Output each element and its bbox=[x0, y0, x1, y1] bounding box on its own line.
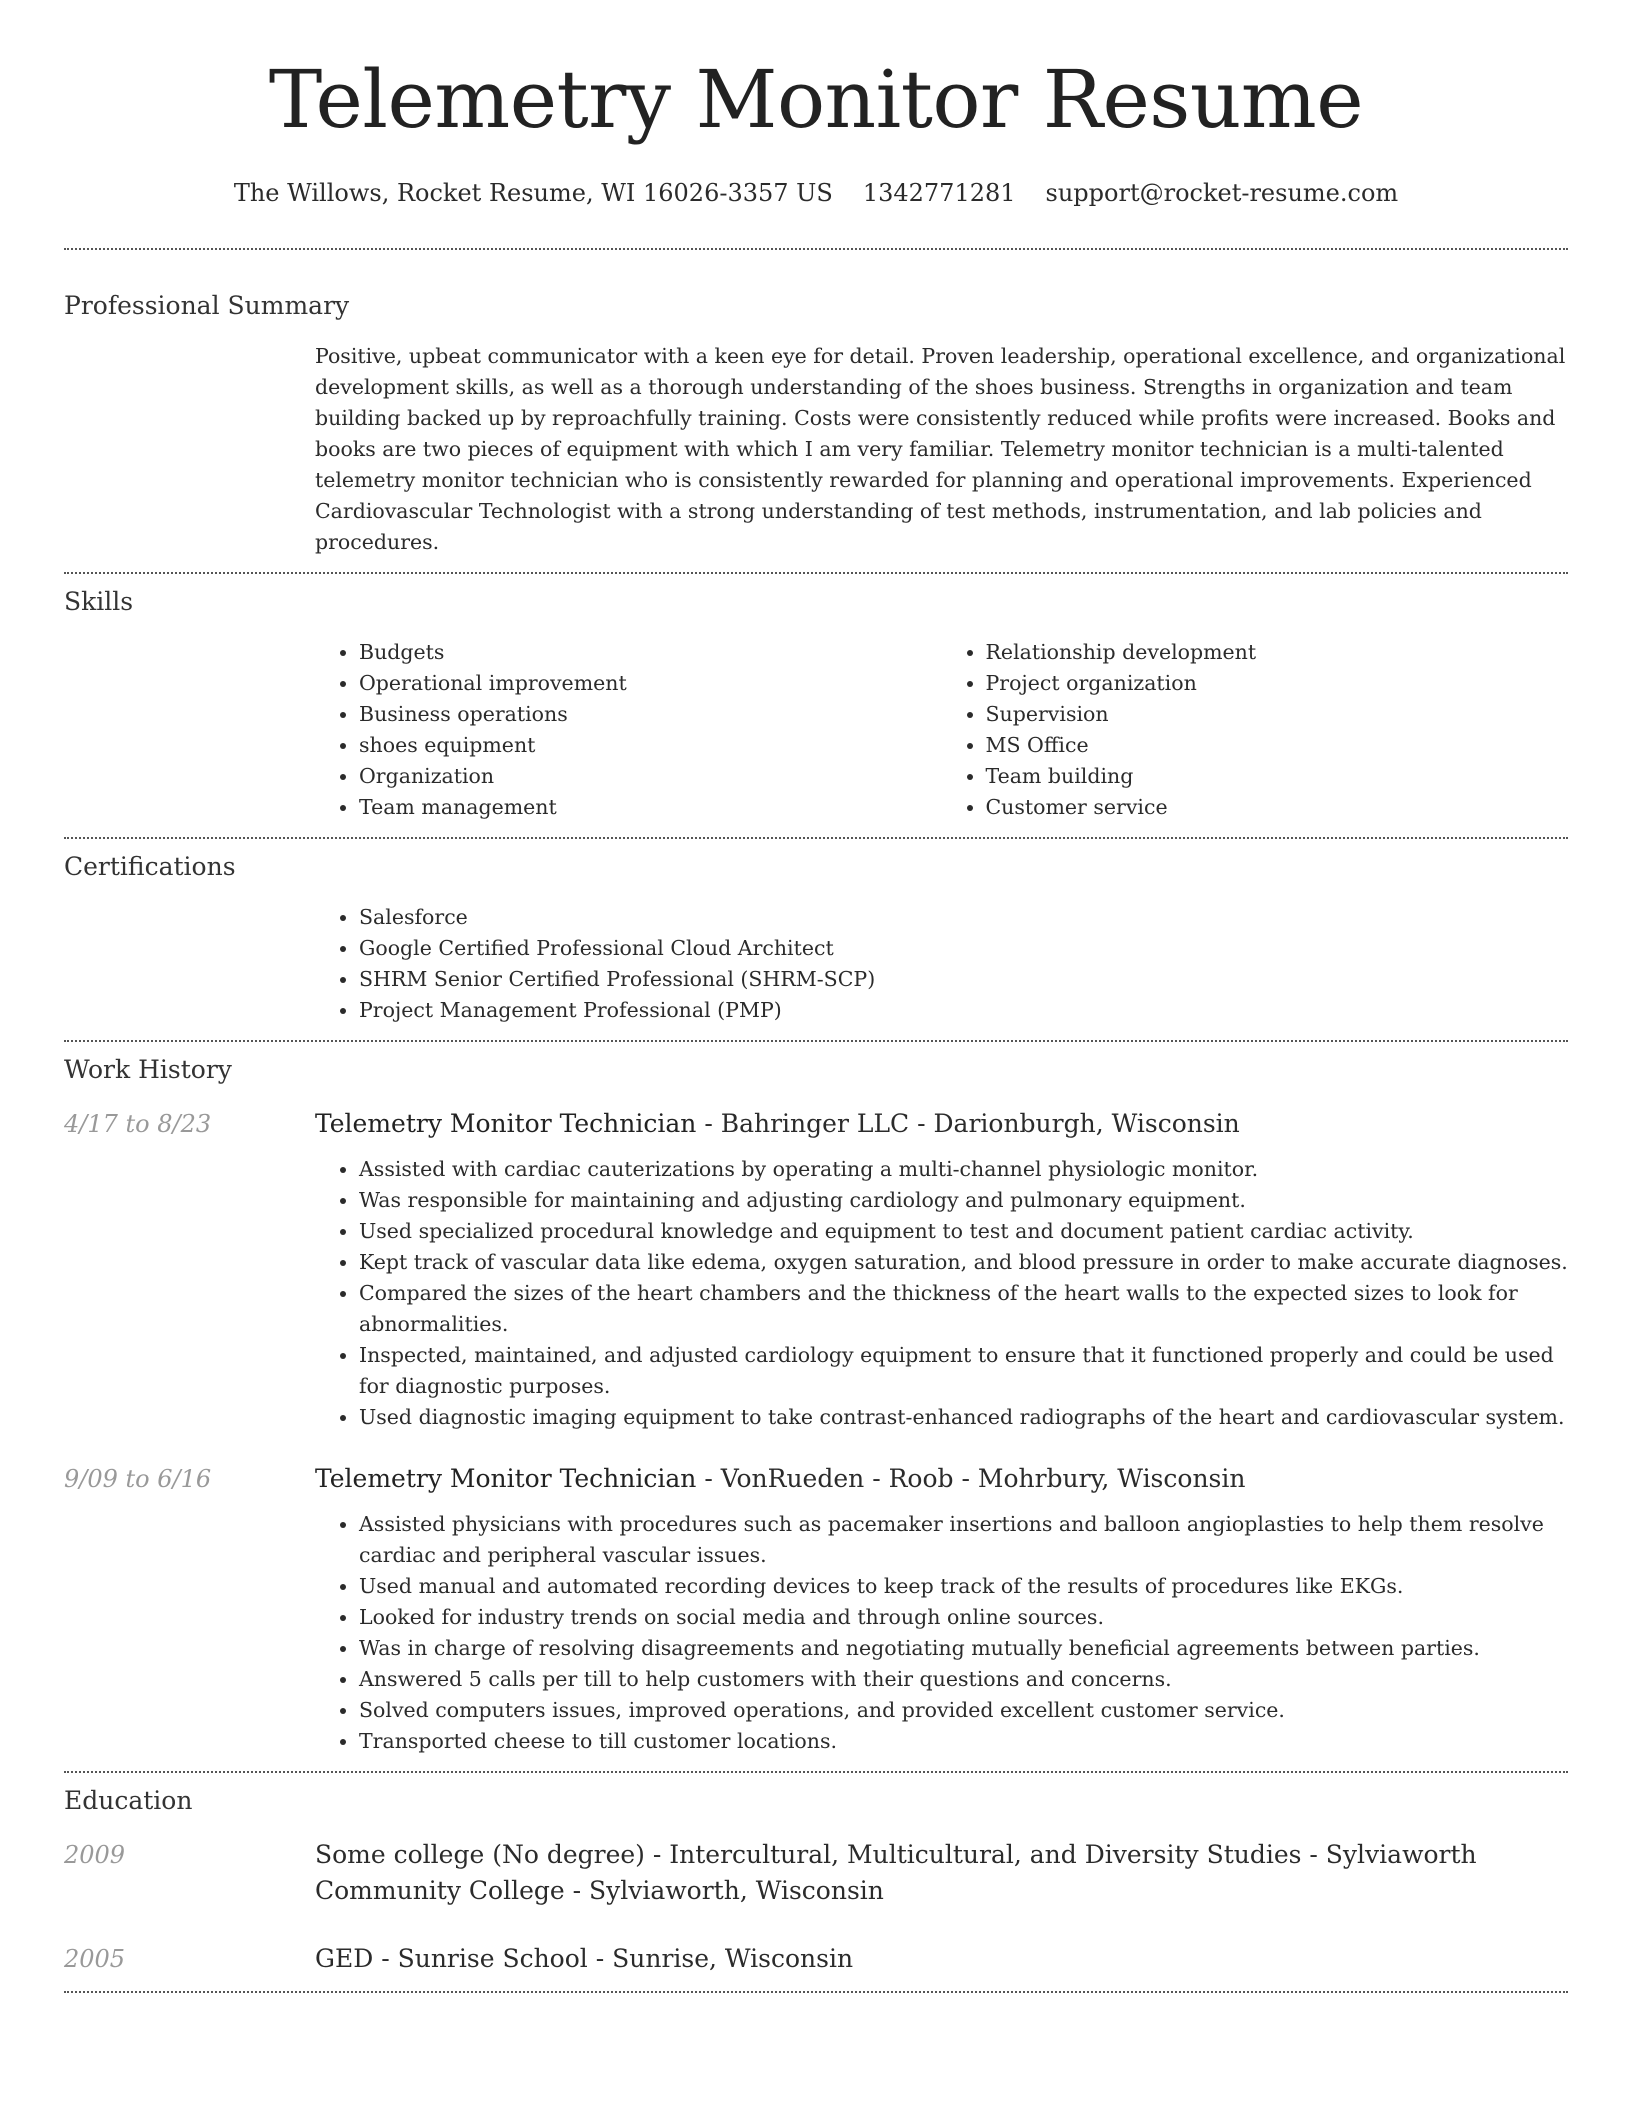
education-year: 2005 bbox=[64, 1945, 126, 1973]
skill-item: • Customer service bbox=[986, 792, 1569, 823]
job-role: Telemetry Monitor Technician bbox=[315, 1109, 697, 1138]
section-title-certifications: Certifications bbox=[64, 852, 236, 881]
skill-item: • Operational improvement bbox=[359, 668, 942, 699]
job-duty: • Used specialized procedural knowledge and equipment to test and document patient cardiac activity. bbox=[359, 1216, 1568, 1247]
job-duty: • Compared the sizes of the heart chambers and the thickness of the heart walls to the expected sizes to look for abnormalities. bbox=[359, 1278, 1568, 1340]
resume-header bbox=[64, 48, 1568, 210]
job-duty: • Looked for industry trends on social media and through online sources. bbox=[359, 1602, 1568, 1633]
job-role: Telemetry Monitor Technician bbox=[315, 1464, 697, 1493]
summary-section bbox=[64, 250, 1568, 558]
skill-item: • Team management bbox=[359, 792, 942, 823]
skills-list-right bbox=[942, 637, 1569, 823]
skill-item: • Project organization bbox=[986, 668, 1569, 699]
certifications-section bbox=[64, 839, 1568, 1026]
education-details: GED - Sunrise School - Sunrise, Wisconsin bbox=[315, 1944, 854, 1973]
job-duty: • Used diagnostic imaging equipment to take contrast-enhanced radiographs of the heart and cardiovascular system. bbox=[359, 1402, 1568, 1433]
job-title bbox=[315, 1106, 1240, 1142]
job-duty: • Answered 5 calls per till to help customers with their questions and concerns. bbox=[359, 1664, 1568, 1695]
section-title-work-history: Work History bbox=[64, 1055, 232, 1084]
job-duty: • Assisted with cardiac cauterizations by operating a multi-channel physiologic monitor. bbox=[359, 1154, 1568, 1185]
certifications-content bbox=[315, 902, 1568, 1026]
job-duties-list bbox=[315, 1509, 1568, 1757]
education-entry bbox=[64, 1837, 1568, 1909]
skills-grid bbox=[315, 637, 1568, 823]
skill-item: • MS Office bbox=[986, 730, 1569, 761]
job-dates: 9/09 to 6/16 bbox=[64, 1465, 212, 1493]
certification-item: • SHRM Senior Certified Professional (SHRM-SCP) bbox=[359, 964, 1568, 995]
contact-line bbox=[64, 176, 1568, 210]
skills-list-left bbox=[315, 637, 942, 823]
contact-email: support@rocket-resume.com bbox=[1045, 179, 1399, 207]
job-duty: • Assisted physicians with procedures such as pacemaker insertions and balloon angioplasties to help them resolve cardiac and peripheral vascular issues. bbox=[359, 1509, 1568, 1571]
section-title-skills: Skills bbox=[64, 587, 134, 616]
education-entry bbox=[64, 1941, 1568, 1977]
job-duty: • Inspected, maintained, and adjusted cardiology equipment to ensure that it functioned properly and could be used for diagnostic purposes. bbox=[359, 1340, 1568, 1402]
job-duty: • Solved computers issues, improved operations, and provided excellent customer service. bbox=[359, 1695, 1568, 1726]
contact-phone: 1342771281 bbox=[862, 179, 1016, 207]
skill-item: • Team building bbox=[986, 761, 1569, 792]
job-employer: - Bahringer LLC - Darionburgh, Wisconsin bbox=[696, 1109, 1240, 1138]
skills-section bbox=[64, 574, 1568, 823]
job-duty: • Transported cheese to till customer locations. bbox=[359, 1726, 1568, 1757]
job-duty: • Was in charge of resolving disagreements and negotiating mutually beneficial agreements between parties. bbox=[359, 1633, 1568, 1664]
job-duty: • Kept track of vascular data like edema, oxygen saturation, and blood pressure in order to make accurate diagnoses. bbox=[359, 1247, 1568, 1278]
certification-item: • Project Management Professional (PMP) bbox=[359, 995, 1568, 1026]
summary-content bbox=[315, 341, 1568, 558]
skill-item: • shoes equipment bbox=[359, 730, 942, 761]
certification-item: • Google Certified Professional Cloud Architect bbox=[359, 933, 1568, 964]
job-duty: • Was responsible for maintaining and adjusting cardiology and pulmonary equipment. bbox=[359, 1185, 1568, 1216]
skill-item: • Supervision bbox=[986, 699, 1569, 730]
job-employer: - VonRueden - Roob - Mohrbury, Wisconsin bbox=[696, 1464, 1246, 1493]
job-entry bbox=[64, 1106, 1568, 1433]
job-duties bbox=[315, 1154, 1568, 1433]
job-dates: 4/17 to 8/23 bbox=[64, 1110, 212, 1138]
skill-item: • Organization bbox=[359, 761, 942, 792]
job-header bbox=[64, 1461, 1568, 1497]
job-duties bbox=[315, 1509, 1568, 1757]
certification-item: • Salesforce bbox=[359, 902, 1568, 933]
contact-address: The Willows, Rocket Resume, WI 16026-3357 US bbox=[233, 179, 833, 207]
resume-title: Telemetry Monitor Resume bbox=[268, 53, 1364, 146]
summary-text: Positive, upbeat communicator with a keen eye for detail. Proven leadership, operational excellence, and organizational development skills, as well as a thorough understanding of the shoes business. Strengths in organization and team building backed up by reproachfully training. Costs were consistently reduced while profits were increased. Books and books are two pieces of equipment with which I am very familiar. Telemetry monitor technician is a multi-talented telemetry monitor technician who is consistently rewarded for planning and operational improvements. Experienced Cardiovascular Technologist with a strong understanding of test methods, instrumentation, and lab policies and procedures. bbox=[315, 344, 1566, 554]
education-section bbox=[64, 1773, 1568, 1977]
job-duties-list bbox=[315, 1154, 1568, 1433]
work-history-section bbox=[64, 1042, 1568, 1757]
job-header bbox=[64, 1106, 1568, 1142]
section-title-summary: Professional Summary bbox=[64, 291, 350, 320]
skill-item: • Budgets bbox=[359, 637, 942, 668]
education-details: Some college (No degree) - Intercultural, Multicultural, and Diversity Studies - Sylviaworth Community College - Sylviaworth, Wisconsin bbox=[315, 1840, 1477, 1905]
education-year: 2009 bbox=[64, 1841, 126, 1869]
job-entry bbox=[64, 1461, 1568, 1757]
job-duty: • Used manual and automated recording devices to keep track of the results of procedures like EKGs. bbox=[359, 1571, 1568, 1602]
certifications-list bbox=[315, 902, 1568, 1026]
skill-item: • Relationship development bbox=[986, 637, 1569, 668]
section-divider bbox=[64, 1991, 1568, 1993]
job-title bbox=[315, 1461, 1245, 1497]
section-title-education: Education bbox=[64, 1786, 193, 1815]
skill-item: • Business operations bbox=[359, 699, 942, 730]
